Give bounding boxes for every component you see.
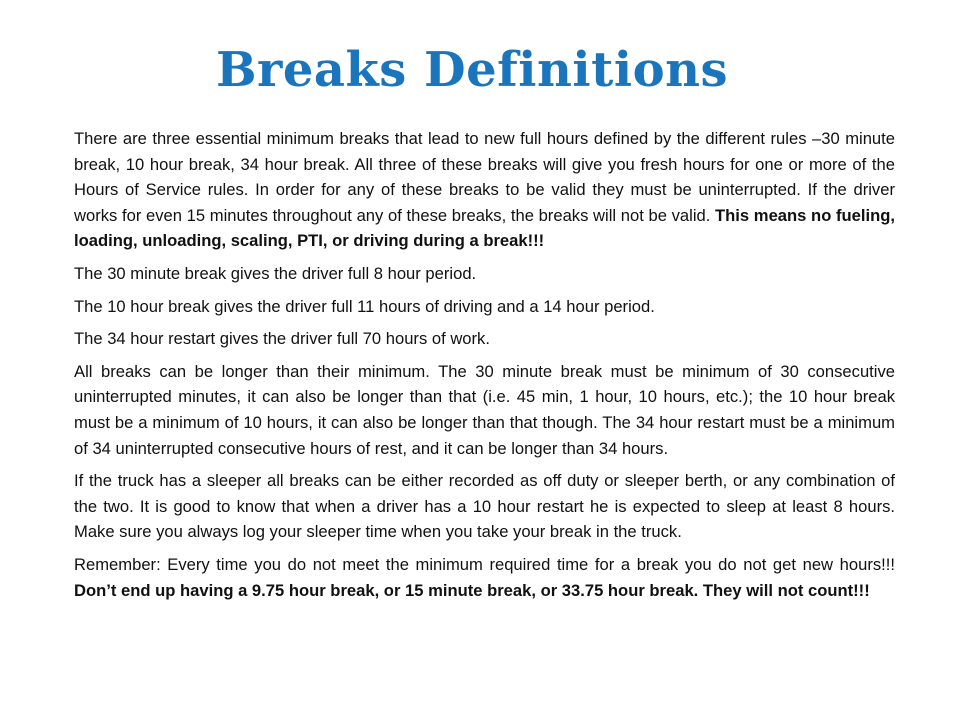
paragraph-text: The 30 minute break gives the driver full 8 hour period. xyxy=(74,263,477,283)
slide-title: Breaks Definitions xyxy=(215,42,728,98)
paragraph-text: There are three essential minimum breaks that lead to new full hours defined by the different rules –30 minute break, 10 hour break, 34 hour break. All three of these breaks will give you fresh hours for one or more of the Hours of Service rules. In order for any of these breaks to be valid they must be uninterrupted. If the driver works for even 15 minutes throughout any of these breaks, the breaks will not be valid. xyxy=(74,129,895,225)
paragraph-text: The 10 hour break gives the driver full 11 hours of driving and a 14 hour period. xyxy=(74,296,655,316)
paragraph-34-hour-restart xyxy=(74,326,895,352)
paragraph-text: All breaks can be longer than their minimum. The 30 minute break must be minimum of 30 consecutive uninterrupted minutes, it can also be longer than that (i.e. 45 min, 1 hour, 10 hours, etc.); the 10 hour break must be a minimum of 10 hours, it can also be longer than that though. The 34 hour restart must be a minimum of 34 uninterrupted consecutive hours of rest, and it can be longer than 34 hours. xyxy=(74,361,895,458)
paragraph-sleeper-berth xyxy=(74,468,895,545)
paragraph-text: If the truck has a sleeper all breaks can be either recorded as off duty or sleeper berth, or any combination of the two. It is good to know that when a driver has a 10 hour restart he is expected to sleep at least 8 hours. Make sure you always log your sleeper time when you take your break in the truck. xyxy=(74,471,895,542)
paragraph-break-minimums xyxy=(74,359,895,461)
paragraph-bold-text: Don’t end up having a 9.75 hour break, or 15 minute break, or 33.75 hour break. They will not count!!! xyxy=(74,580,870,600)
paragraph-30-minute-break xyxy=(74,261,895,287)
paragraph-bold-text: This means no fueling, loading, unloading, scaling, PTI, or driving during a break!!! xyxy=(74,205,895,251)
paragraph-10-hour-break xyxy=(74,294,895,320)
slide-body xyxy=(74,126,895,610)
paragraph-remember xyxy=(74,552,895,603)
paragraph-text: Remember: Every time you do not meet the minimum required time for a break you do not get new hours!!! xyxy=(74,554,895,574)
paragraph-text: The 34 hour restart gives the driver full 70 hours of work. xyxy=(74,329,490,349)
paragraph-essential-breaks xyxy=(74,126,895,254)
